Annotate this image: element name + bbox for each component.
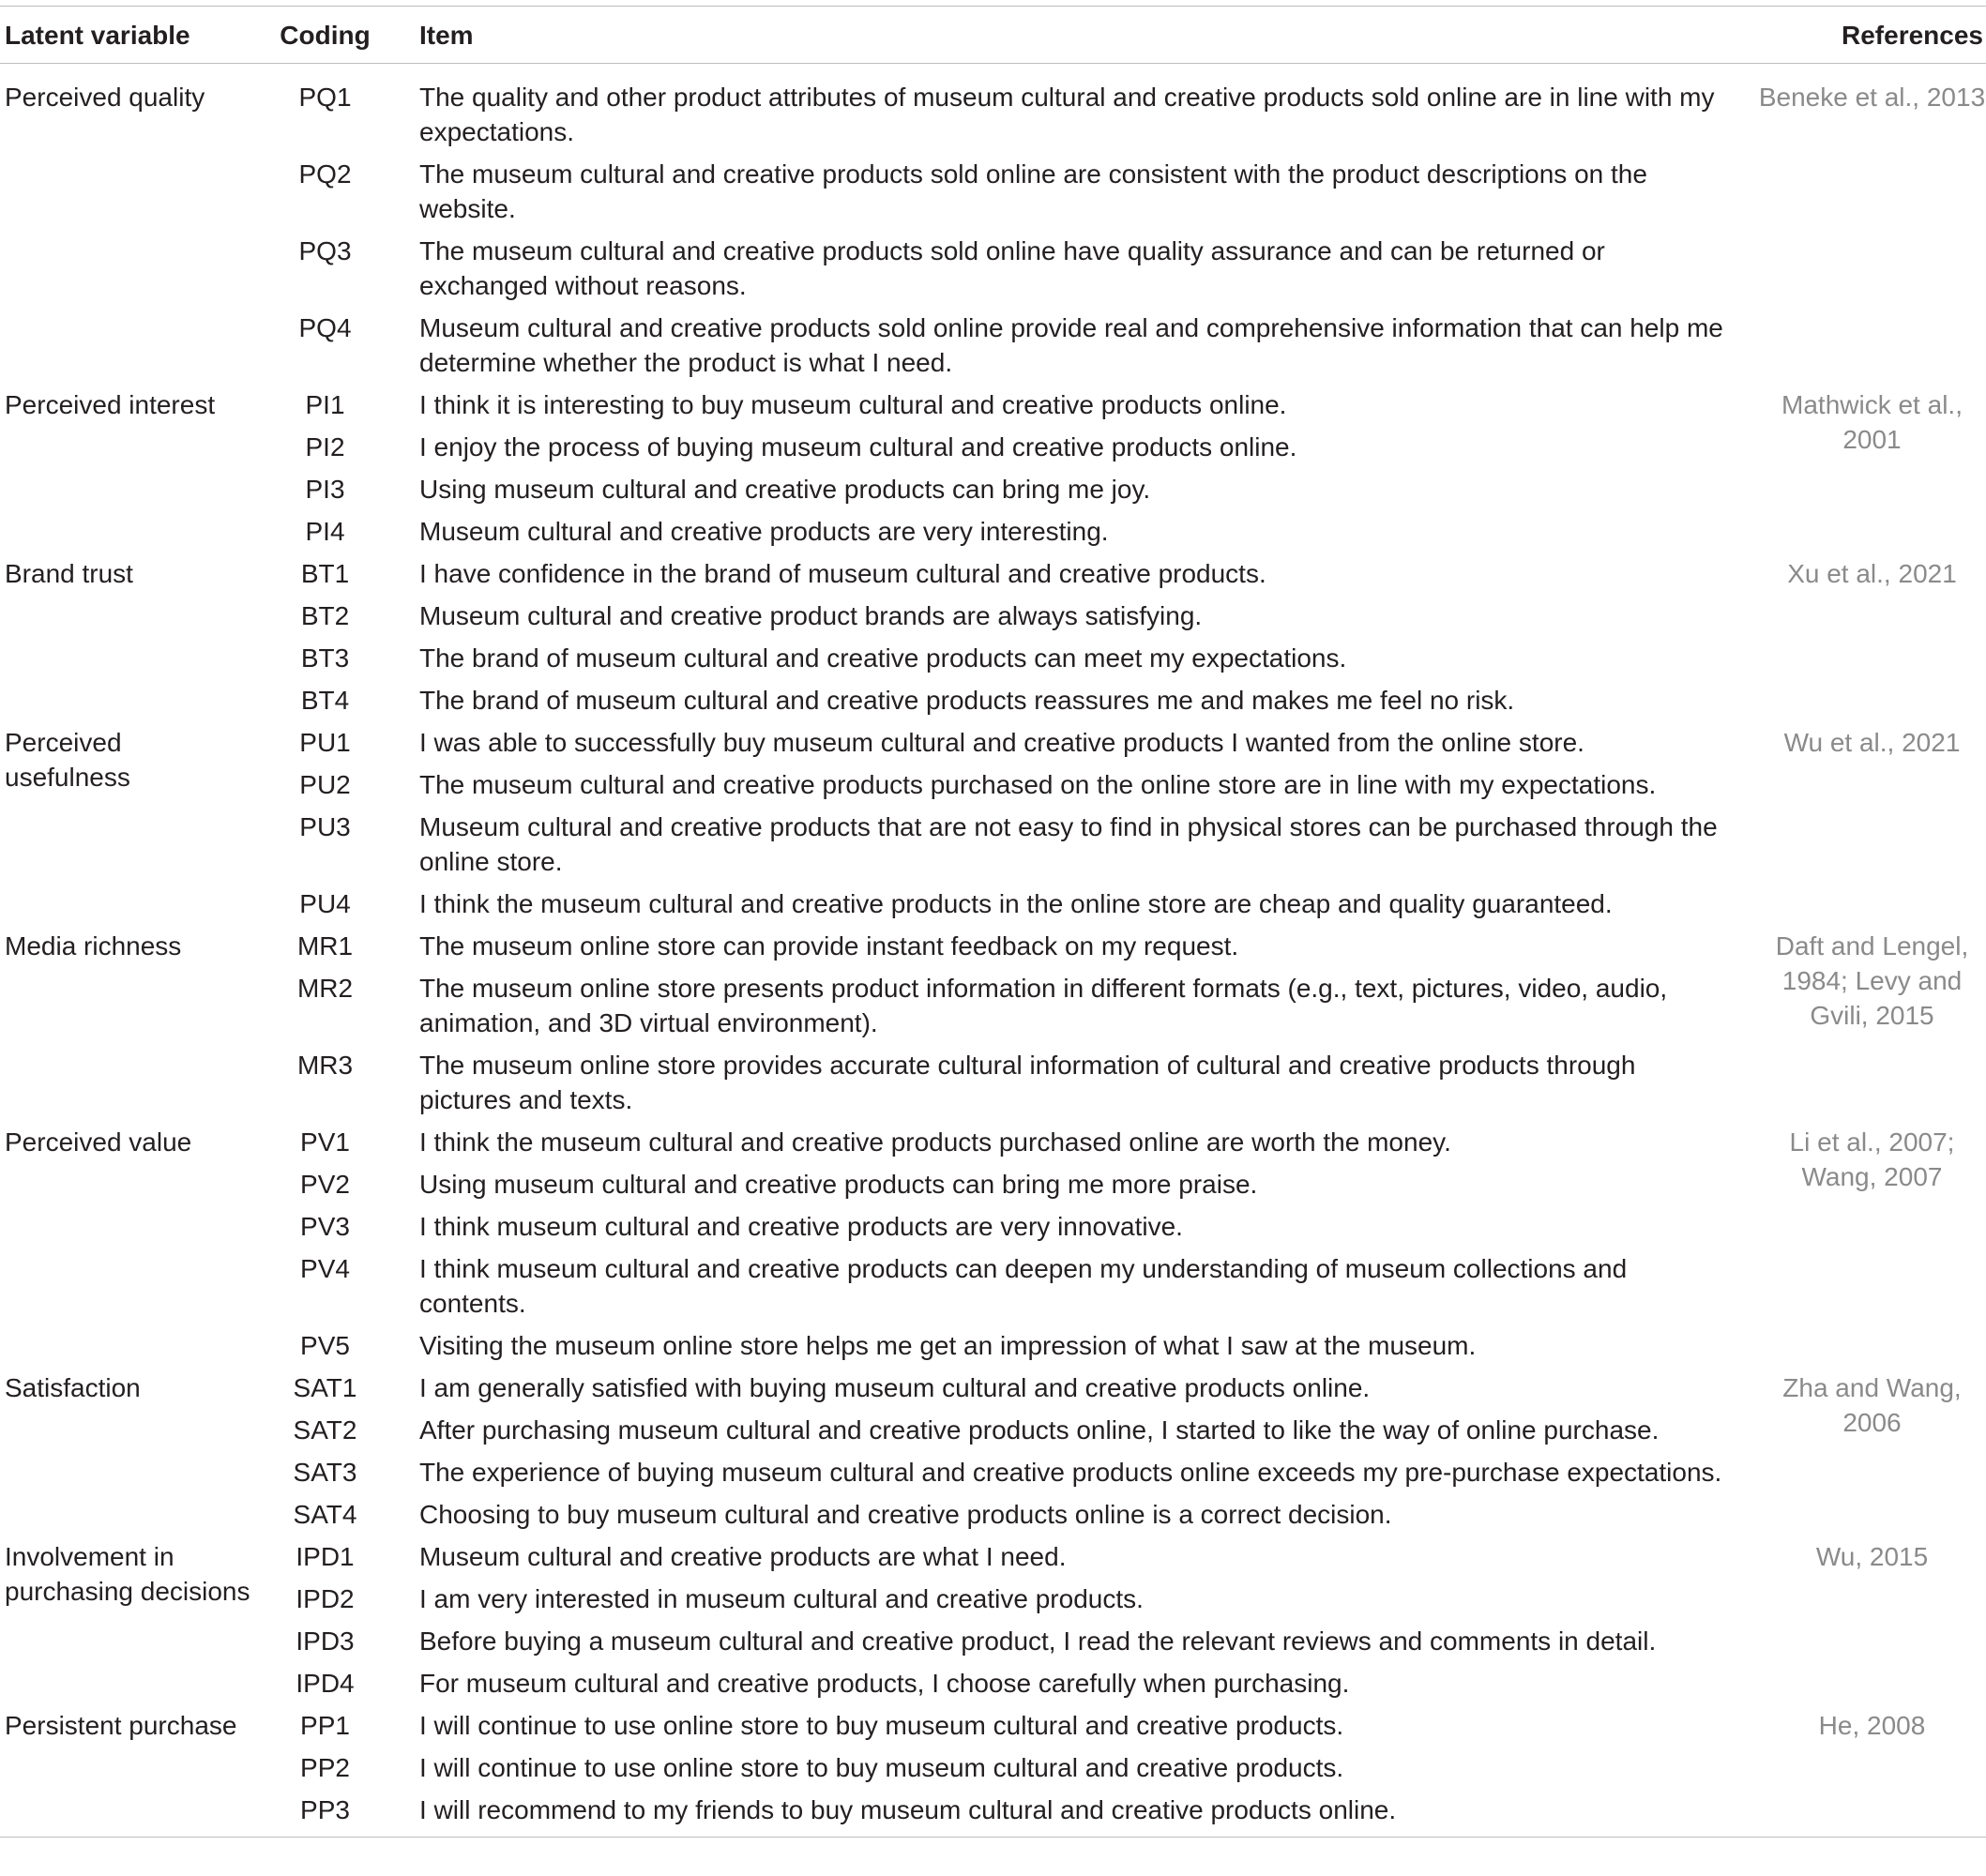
table-row <box>0 153 1986 230</box>
item-cell: Choosing to buy museum cultural and creative products online is a correct decision. <box>419 1500 1392 1529</box>
table-row <box>0 1662 1986 1704</box>
coding-cell: PQ2 <box>298 159 352 189</box>
coding-cell: PP2 <box>300 1753 350 1782</box>
latent-variable-cell: Satisfaction <box>5 1373 141 1402</box>
reference-cell: He, 2008 <box>1818 1711 1926 1740</box>
reference-cell: Mathwick et al., 2001 <box>1781 390 1963 454</box>
item-cell: Using museum cultural and creative products can bring me joy. <box>419 475 1151 504</box>
table-row <box>0 384 1986 426</box>
table-row <box>0 230 1986 307</box>
coding-cell: BT4 <box>300 686 350 715</box>
reference-cell: Wu et al., 2021 <box>1783 728 1961 757</box>
coding-cell: PU1 <box>299 728 351 757</box>
table-row <box>0 1324 1986 1367</box>
table-row <box>0 679 1986 721</box>
item-cell: I am generally satisfied with buying museum cultural and creative products online. <box>419 1373 1371 1402</box>
coding-cell: PU2 <box>299 770 351 799</box>
coding-cell: PV3 <box>300 1212 350 1241</box>
table-row <box>0 1704 1986 1747</box>
coding-cell: PQ4 <box>298 313 352 342</box>
item-cell: The experience of buying museum cultural and creative products online exceeds my pre-purchase expectations. <box>419 1458 1722 1487</box>
table-row <box>0 721 1986 764</box>
table-row <box>0 1044 1986 1121</box>
header-coding: Coding <box>280 21 371 50</box>
item-cell: Visiting the museum online store helps me get an impression of what I saw at the museum. <box>419 1331 1477 1360</box>
table-row <box>0 1536 1986 1578</box>
table-row <box>0 1578 1986 1620</box>
item-cell: The museum online store can provide instant feedback on my request. <box>419 931 1239 961</box>
item-cell: For museum cultural and creative products, I choose carefully when purchasing. <box>419 1669 1350 1698</box>
coding-cell: SAT1 <box>293 1373 357 1402</box>
coding-cell: SAT4 <box>293 1500 357 1529</box>
coding-cell: PV4 <box>300 1254 350 1283</box>
latent-variable-cell: Perceived quality <box>5 83 205 112</box>
item-cell: The quality and other product attributes of museum cultural and creative products sold online are in line with my expectations. <box>419 83 1715 146</box>
item-cell: After purchasing museum cultural and creative products online, I started to like the way of online purchase. <box>419 1415 1660 1445</box>
table-row <box>0 307 1986 384</box>
item-cell: I think it is interesting to buy museum cultural and creative products online. <box>419 390 1287 419</box>
coding-cell: PQ3 <box>298 236 352 265</box>
item-cell: Before buying a museum cultural and creative product, I read the relevant reviews and comments in detail. <box>419 1626 1657 1656</box>
header-item: Item <box>419 21 474 50</box>
table-row <box>0 806 1986 883</box>
item-cell: I was able to successfully buy museum cultural and creative products I wanted from the online store. <box>419 728 1584 757</box>
coding-cell: PI2 <box>305 432 345 461</box>
coding-cell: IPD2 <box>296 1584 355 1613</box>
item-cell: I think museum cultural and creative products are very innovative. <box>419 1212 1183 1241</box>
coding-cell: PV1 <box>300 1127 350 1157</box>
table-row <box>0 595 1986 637</box>
coding-cell: PP3 <box>300 1795 350 1824</box>
header-latent-variable: Latent variable <box>5 21 190 50</box>
latent-variable-cell: Perceived value <box>5 1127 192 1157</box>
table-row <box>0 1451 1986 1493</box>
latent-variable-cell: Perceived interest <box>5 390 216 419</box>
item-cell: The museum online store presents product information in different formats (e.g., text, pictures, video, audio, animation, and 3D virtual environment). <box>419 974 1668 1037</box>
table-row <box>0 468 1986 510</box>
latent-variable-cell: Perceived usefulness <box>5 728 130 792</box>
item-cell: Museum cultural and creative products are very interesting. <box>419 517 1109 546</box>
coding-cell: PI3 <box>305 475 345 504</box>
reference-cell: Xu et al., 2021 <box>1787 559 1957 588</box>
table-row <box>0 1409 1986 1451</box>
coding-cell: PP1 <box>300 1711 350 1740</box>
table-row <box>0 426 1986 468</box>
reference-cell: Zha and Wang, 2006 <box>1782 1373 1962 1437</box>
reference-cell: Li et al., 2007; Wang, 2007 <box>1789 1127 1955 1191</box>
item-cell: I am very interested in museum cultural and creative products. <box>419 1584 1144 1613</box>
item-cell: I have confidence in the brand of museum cultural and creative products. <box>419 559 1266 588</box>
table-row <box>0 764 1986 806</box>
coding-cell: PU4 <box>299 889 351 918</box>
item-cell: I think museum cultural and creative products can deepen my understanding of museum collections and contents. <box>419 1254 1628 1318</box>
coding-cell: PI1 <box>305 390 345 419</box>
table-row <box>0 883 1986 925</box>
item-cell: The brand of museum cultural and creative products reassures me and makes me feel no risk. <box>419 686 1515 715</box>
item-cell: I will continue to use online store to buy museum cultural and creative products. <box>419 1711 1344 1740</box>
item-cell: I think the museum cultural and creative products in the online store are cheap and quality guaranteed. <box>419 889 1613 918</box>
item-cell: Museum cultural and creative products are what I need. <box>419 1542 1067 1571</box>
latent-variable-cell: Media richness <box>5 931 182 961</box>
coding-cell: PU3 <box>299 812 351 841</box>
table-row <box>0 637 1986 679</box>
coding-cell: SAT3 <box>293 1458 357 1487</box>
table-row <box>0 1789 1986 1838</box>
coding-cell: PI4 <box>305 517 345 546</box>
table-row <box>0 1747 1986 1789</box>
coding-cell: BT1 <box>300 559 350 588</box>
table-row <box>0 1163 1986 1205</box>
table-body <box>0 64 1986 1838</box>
table-row <box>0 64 1986 154</box>
item-cell: I will continue to use online store to buy museum cultural and creative products. <box>419 1753 1344 1782</box>
reference-cell: Beneke et al., 2013 <box>1758 83 1986 112</box>
table-row <box>0 1620 1986 1662</box>
coding-cell: IPD3 <box>296 1626 355 1656</box>
table-row <box>0 552 1986 595</box>
coding-cell: PQ1 <box>298 83 352 112</box>
coding-cell: BT2 <box>300 601 350 630</box>
table-row <box>0 925 1986 967</box>
item-cell: The museum cultural and creative products sold online have quality assurance and can be returned or exchanged without reasons. <box>419 236 1605 300</box>
measurement-items-table <box>0 6 1986 1838</box>
table-row <box>0 1493 1986 1536</box>
coding-cell: MR3 <box>296 1051 354 1080</box>
item-cell: The museum cultural and creative products sold online are consistent with the product descriptions on the website. <box>419 159 1647 223</box>
item-cell: Museum cultural and creative products sold online provide real and comprehensive information that can help me determine whether the product is what I need. <box>419 313 1723 377</box>
table-row <box>0 967 1986 1044</box>
coding-cell: BT3 <box>300 643 350 673</box>
reference-cell: Wu, 2015 <box>1815 1542 1929 1571</box>
latent-variable-cell: Brand trust <box>5 559 133 588</box>
coding-cell: PV2 <box>300 1170 350 1199</box>
header-references: References <box>1842 21 1983 50</box>
latent-variable-cell: Involvement in purchasing decisions <box>5 1542 250 1606</box>
coding-cell: MR2 <box>296 974 354 1003</box>
coding-cell: PV5 <box>300 1331 350 1360</box>
item-cell: The brand of museum cultural and creative products can meet my expectations. <box>419 643 1347 673</box>
table-header <box>0 7 1986 64</box>
item-cell: I enjoy the process of buying museum cultural and creative products online. <box>419 432 1297 461</box>
item-cell: Museum cultural and creative product brands are always satisfying. <box>419 601 1203 630</box>
table-row <box>0 1367 1986 1409</box>
coding-cell: IPD4 <box>296 1669 355 1698</box>
table-row <box>0 1205 1986 1248</box>
coding-cell: MR1 <box>296 931 354 961</box>
table-row <box>0 1121 1986 1163</box>
latent-variable-cell: Persistent purchase <box>5 1711 237 1740</box>
item-cell: I think the museum cultural and creative products purchased online are worth the money. <box>419 1127 1451 1157</box>
item-cell: I will recommend to my friends to buy museum cultural and creative products online. <box>419 1795 1397 1824</box>
table-row <box>0 1248 1986 1324</box>
item-cell: The museum online store provides accurate cultural information of cultural and creative products through pictures and texts. <box>419 1051 1636 1114</box>
coding-cell: IPD1 <box>296 1542 355 1571</box>
header-row <box>0 7 1986 64</box>
reference-cell: Daft and Lengel, 1984; Levy and Gvili, 2015 <box>1775 931 1969 1030</box>
coding-cell: SAT2 <box>293 1415 357 1445</box>
item-cell: Using museum cultural and creative products can bring me more praise. <box>419 1170 1258 1199</box>
item-cell: The museum cultural and creative products purchased on the online store are in line with my expectations. <box>419 770 1657 799</box>
table-row <box>0 510 1986 552</box>
item-cell: Museum cultural and creative products that are not easy to find in physical stores can be purchased through the online store. <box>419 812 1718 876</box>
